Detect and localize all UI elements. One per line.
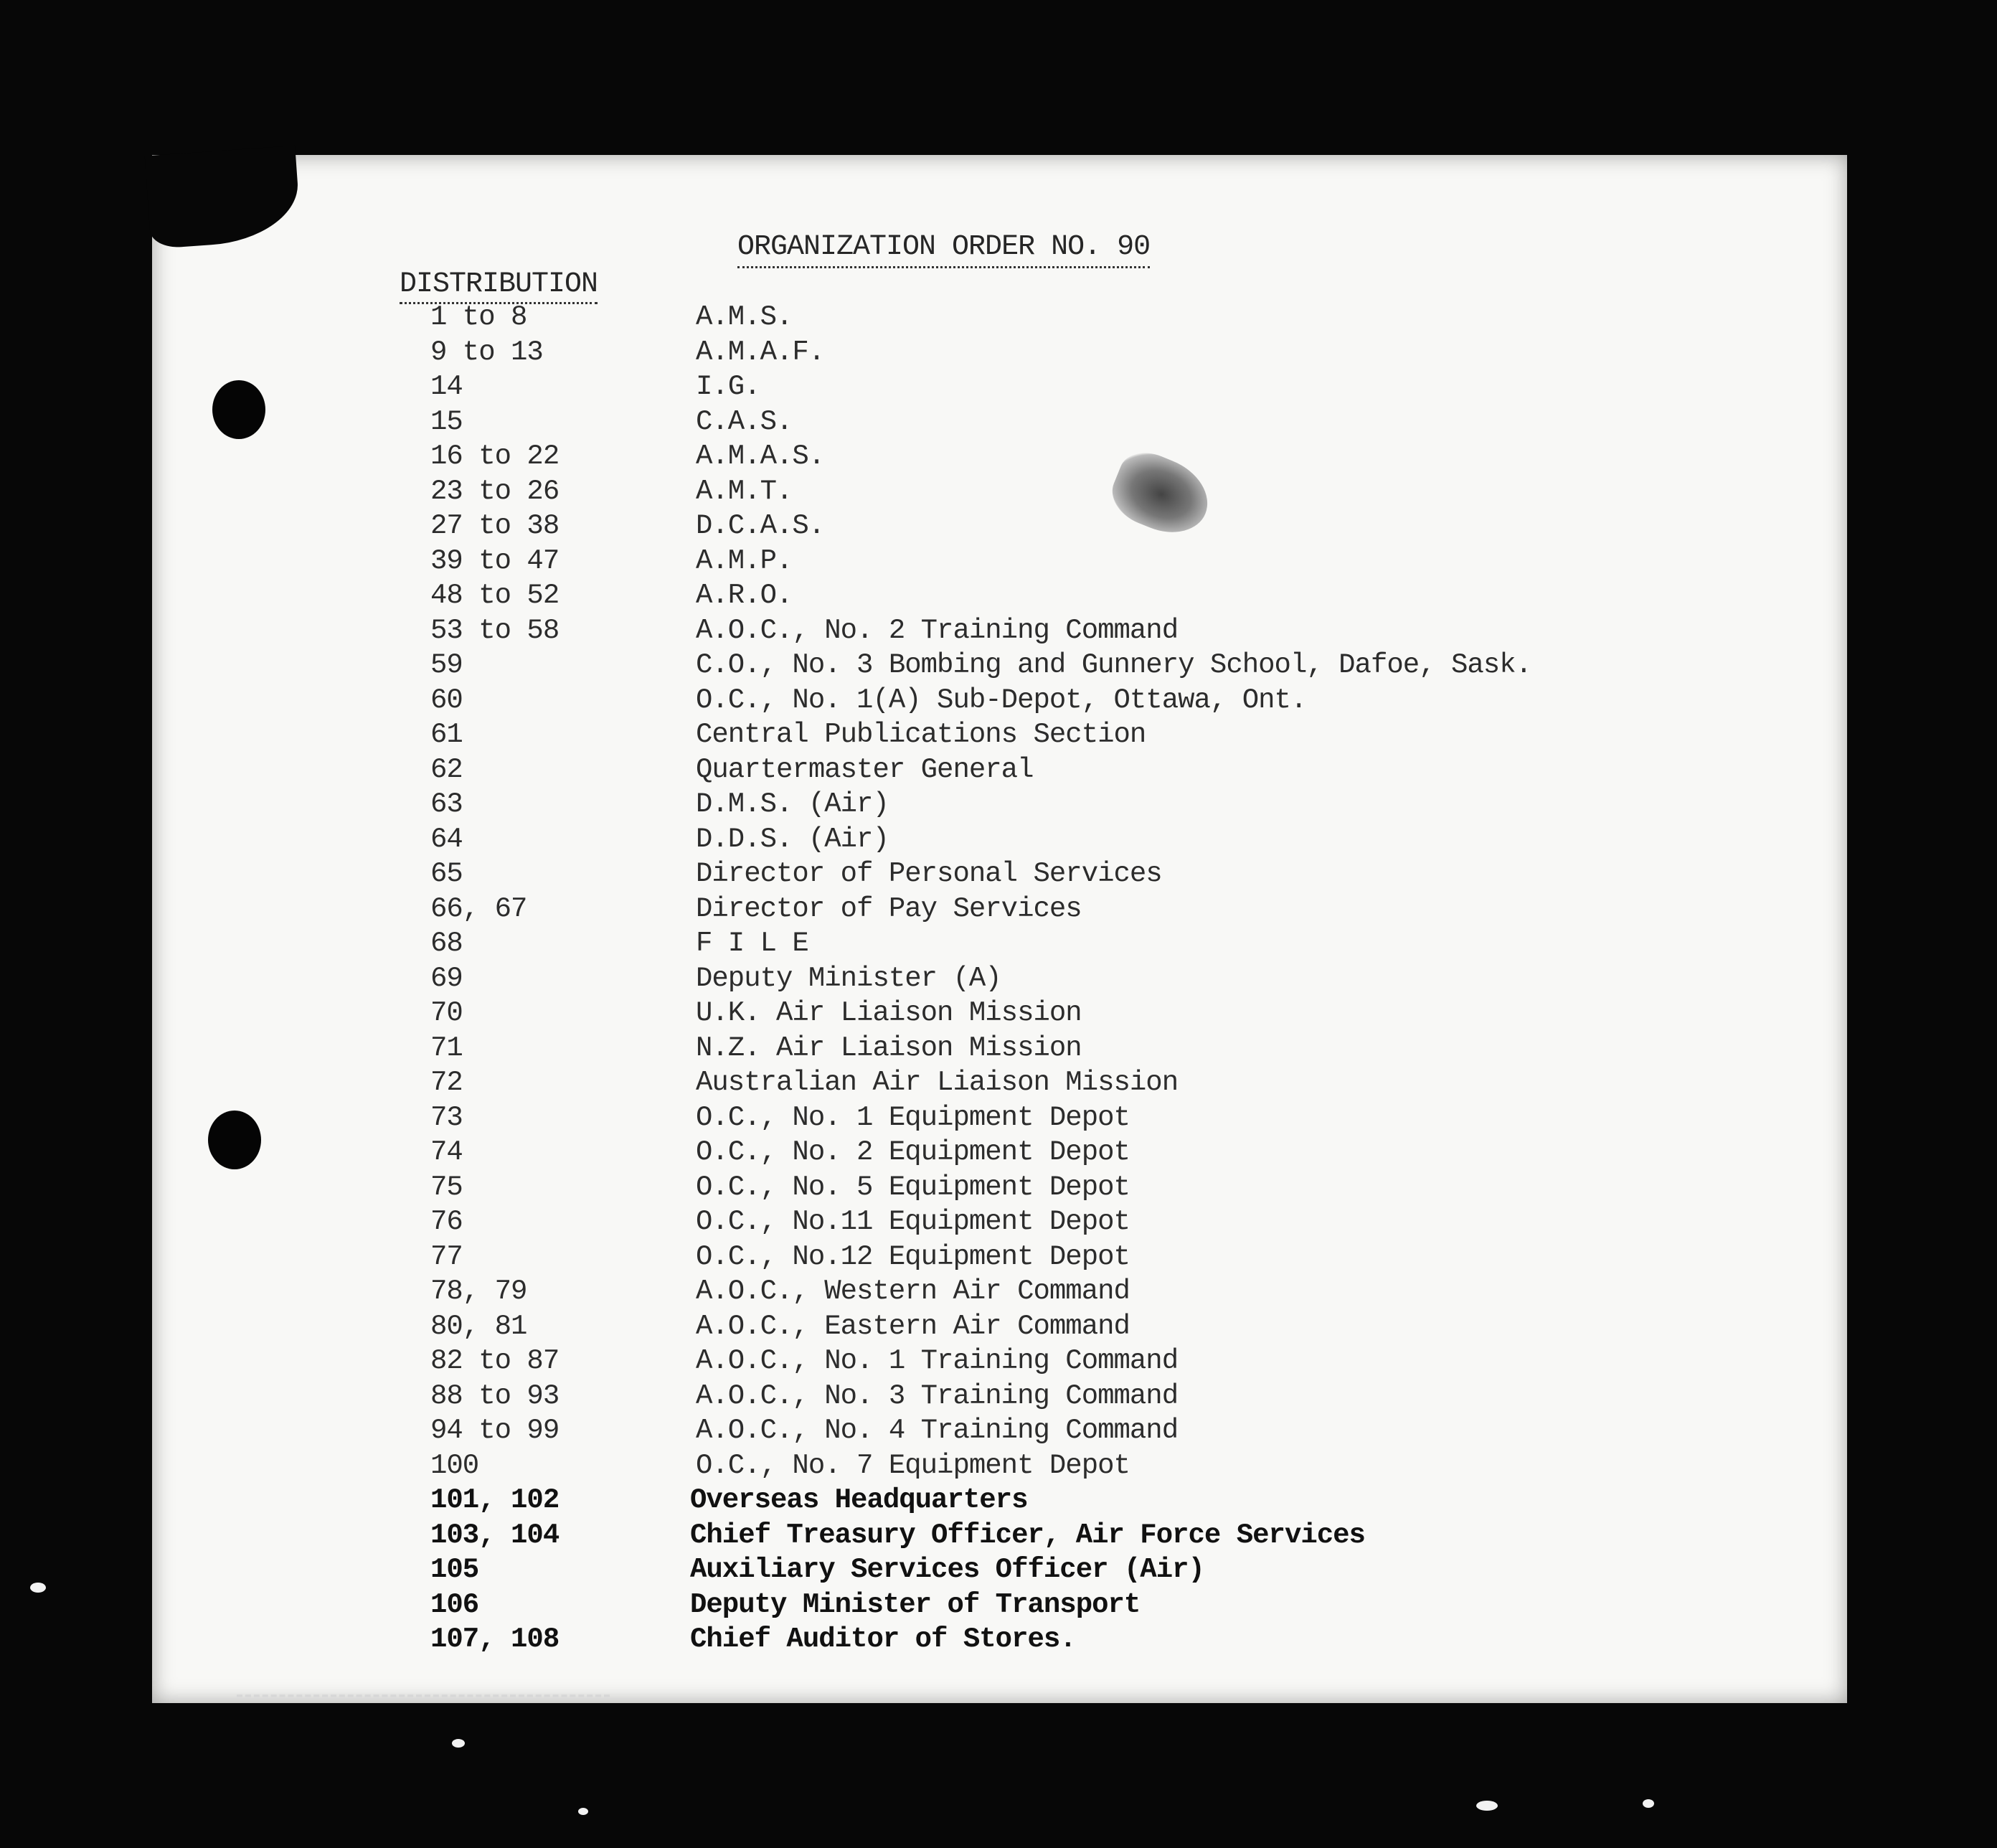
recipient: Overseas Headquarters (690, 1484, 1028, 1516)
distribution-row (430, 1344, 1757, 1379)
copy-numbers: 16 to 22 (430, 440, 560, 472)
copy-numbers: 94 to 99 (430, 1415, 560, 1446)
distribution-row (430, 1135, 1757, 1170)
distribution-row (430, 1379, 1757, 1414)
distribution-row (430, 1204, 1757, 1240)
punch-hole-lower (208, 1111, 261, 1169)
copy-numbers: 103, 104 (430, 1519, 560, 1551)
distribution-row (430, 613, 1757, 649)
copy-numbers: 59 (430, 649, 463, 681)
recipient: Australian Air Liaison Mission (696, 1067, 1179, 1098)
recipient: Chief Auditor of Stores. (690, 1623, 1076, 1655)
distribution-row (430, 439, 1757, 474)
copy-numbers: 80, 81 (430, 1310, 527, 1342)
copy-numbers: 88 to 93 (430, 1380, 560, 1412)
distribution-row (430, 1413, 1757, 1448)
recipient: D.M.S. (Air) (696, 788, 889, 820)
copy-numbers: 77 (430, 1240, 463, 1273)
film-speck (1476, 1801, 1498, 1811)
recipient: Auxiliary Services Officer (Air) (690, 1554, 1204, 1585)
copy-numbers: 14 (430, 371, 463, 402)
distribution-row (430, 1588, 1757, 1623)
recipient: O.C., No. 1 Equipment Depot (696, 1101, 1130, 1133)
distribution-row (430, 822, 1757, 857)
recipient: D.D.S. (Air) (696, 823, 889, 855)
film-speck (452, 1739, 465, 1748)
copy-numbers: 9 to 13 (430, 336, 543, 368)
recipient: Director of Personal Services (696, 858, 1162, 890)
distribution-row (430, 1274, 1757, 1309)
distribution-row (430, 1552, 1757, 1588)
recipient: A.M.P. (696, 544, 793, 577)
copy-numbers: 100 (430, 1449, 479, 1481)
copy-numbers: 69 (430, 962, 463, 994)
distribution-row (430, 961, 1757, 996)
distribution-row (430, 1518, 1757, 1553)
distribution-row (430, 544, 1757, 579)
copy-numbers: 75 (430, 1171, 463, 1203)
copy-numbers: 74 (430, 1136, 463, 1168)
distribution-list (430, 300, 1757, 1657)
distribution-heading: DISTRIBUTION (400, 268, 598, 304)
copy-numbers: 76 (430, 1206, 463, 1238)
copy-numbers: 65 (430, 858, 463, 890)
distribution-row (430, 1065, 1757, 1100)
recipient: A.O.C., No. 2 Training Command (696, 614, 1179, 646)
recipient: O.C., No. 5 Equipment Depot (696, 1171, 1130, 1203)
title-text: ORGANIZATION ORDER NO. 90 (737, 231, 1150, 268)
distribution-row (430, 1240, 1757, 1275)
distribution-row (430, 509, 1757, 544)
distribution-row (430, 335, 1757, 370)
recipient: A.O.C., Western Air Command (696, 1276, 1130, 1307)
distribution-row (430, 717, 1757, 753)
distribution-row (430, 474, 1757, 509)
film-speck (30, 1583, 46, 1593)
recipient: Chief Treasury Officer, Air Force Services (690, 1519, 1365, 1551)
copy-numbers: 1 to 8 (430, 301, 527, 333)
recipient: I.G. (696, 371, 760, 402)
recipient: A.M.S. (696, 301, 793, 333)
recipient: A.O.C., No. 4 Training Command (696, 1415, 1179, 1446)
copy-numbers: 66, 67 (430, 892, 527, 925)
recipient: A.M.T. (696, 475, 793, 507)
recipient: C.A.S. (696, 405, 793, 438)
distribution-row (430, 405, 1757, 440)
recipient: C.O., No. 3 Bombing and Gunnery School, Dafoe, Sask. (696, 649, 1531, 681)
recipient: O.C., No.11 Equipment Depot (696, 1206, 1130, 1238)
distribution-row (430, 1170, 1757, 1205)
recipient: Deputy Minister (A) (696, 962, 1001, 994)
distribution-row (430, 369, 1757, 405)
copy-numbers: 78, 79 (430, 1276, 527, 1307)
copy-numbers: 71 (430, 1032, 463, 1064)
copy-numbers: 63 (430, 788, 463, 820)
distribution-row (430, 1100, 1757, 1136)
recipient: F I L E (696, 928, 808, 959)
distribution-row (430, 753, 1757, 788)
recipient: Director of Pay Services (696, 892, 1082, 925)
copy-numbers: 64 (430, 823, 463, 855)
copy-numbers: 70 (430, 997, 463, 1029)
recipient: A.O.C., No. 1 Training Command (696, 1345, 1179, 1377)
film-speck (578, 1808, 588, 1815)
recipient: U.K. Air Liaison Mission (696, 997, 1082, 1029)
distribution-row (430, 648, 1757, 683)
copy-numbers: 72 (430, 1067, 463, 1098)
recipient: O.C., No. 2 Equipment Depot (696, 1136, 1130, 1168)
distribution-row (430, 300, 1757, 335)
distribution-row (430, 787, 1757, 822)
copy-numbers: 48 to 52 (430, 580, 560, 611)
copy-numbers: 62 (430, 753, 463, 786)
copy-numbers: 101, 102 (430, 1484, 560, 1516)
distribution-row (430, 996, 1757, 1031)
distribution-row (430, 892, 1757, 927)
copy-numbers: 61 (430, 719, 463, 750)
distribution-row (430, 926, 1757, 961)
copy-numbers: 27 to 38 (430, 510, 560, 542)
copy-numbers: 39 to 47 (430, 544, 560, 577)
recipient: A.O.C., Eastern Air Command (696, 1310, 1130, 1342)
distribution-row (430, 1483, 1757, 1518)
perforated-edge (237, 1694, 610, 1697)
distribution-row (430, 1622, 1757, 1657)
recipient: N.Z. Air Liaison Mission (696, 1032, 1082, 1064)
recipient: A.O.C., No. 3 Training Command (696, 1380, 1179, 1412)
recipient: O.C., No.12 Equipment Depot (696, 1240, 1130, 1273)
recipient: O.C., No. 1(A) Sub-Depot, Ottawa, Ont. (696, 684, 1307, 716)
copy-numbers: 15 (430, 405, 463, 438)
distribution-row (430, 1031, 1757, 1066)
recipient: O.C., No. 7 Equipment Depot (696, 1449, 1130, 1481)
distribution-row (430, 1309, 1757, 1344)
recipient: Quartermaster General (696, 753, 1034, 786)
recipient: D.C.A.S. (696, 510, 825, 542)
film-speck (1643, 1799, 1654, 1808)
copy-numbers: 68 (430, 928, 463, 959)
copy-numbers: 73 (430, 1101, 463, 1133)
distribution-row (430, 857, 1757, 892)
recipient: A.R.O. (696, 580, 793, 611)
copy-numbers: 82 to 87 (430, 1345, 560, 1377)
distribution-row (430, 1448, 1757, 1484)
copy-numbers: 23 to 26 (430, 475, 560, 507)
punch-hole-upper (212, 380, 265, 439)
copy-numbers: 60 (430, 684, 463, 716)
document-title (737, 231, 1150, 263)
recipient: Central Publications Section (696, 719, 1146, 750)
copy-numbers: 107, 108 (430, 1623, 560, 1655)
copy-numbers: 106 (430, 1588, 479, 1621)
distribution-row (430, 683, 1757, 718)
recipient: A.M.A.S. (696, 440, 825, 472)
copy-numbers: 105 (430, 1554, 479, 1585)
recipient: A.M.A.F. (696, 336, 825, 368)
copy-numbers: 53 to 58 (430, 614, 560, 646)
recipient: Deputy Minister of Transport (690, 1588, 1141, 1621)
distribution-row (430, 578, 1757, 613)
